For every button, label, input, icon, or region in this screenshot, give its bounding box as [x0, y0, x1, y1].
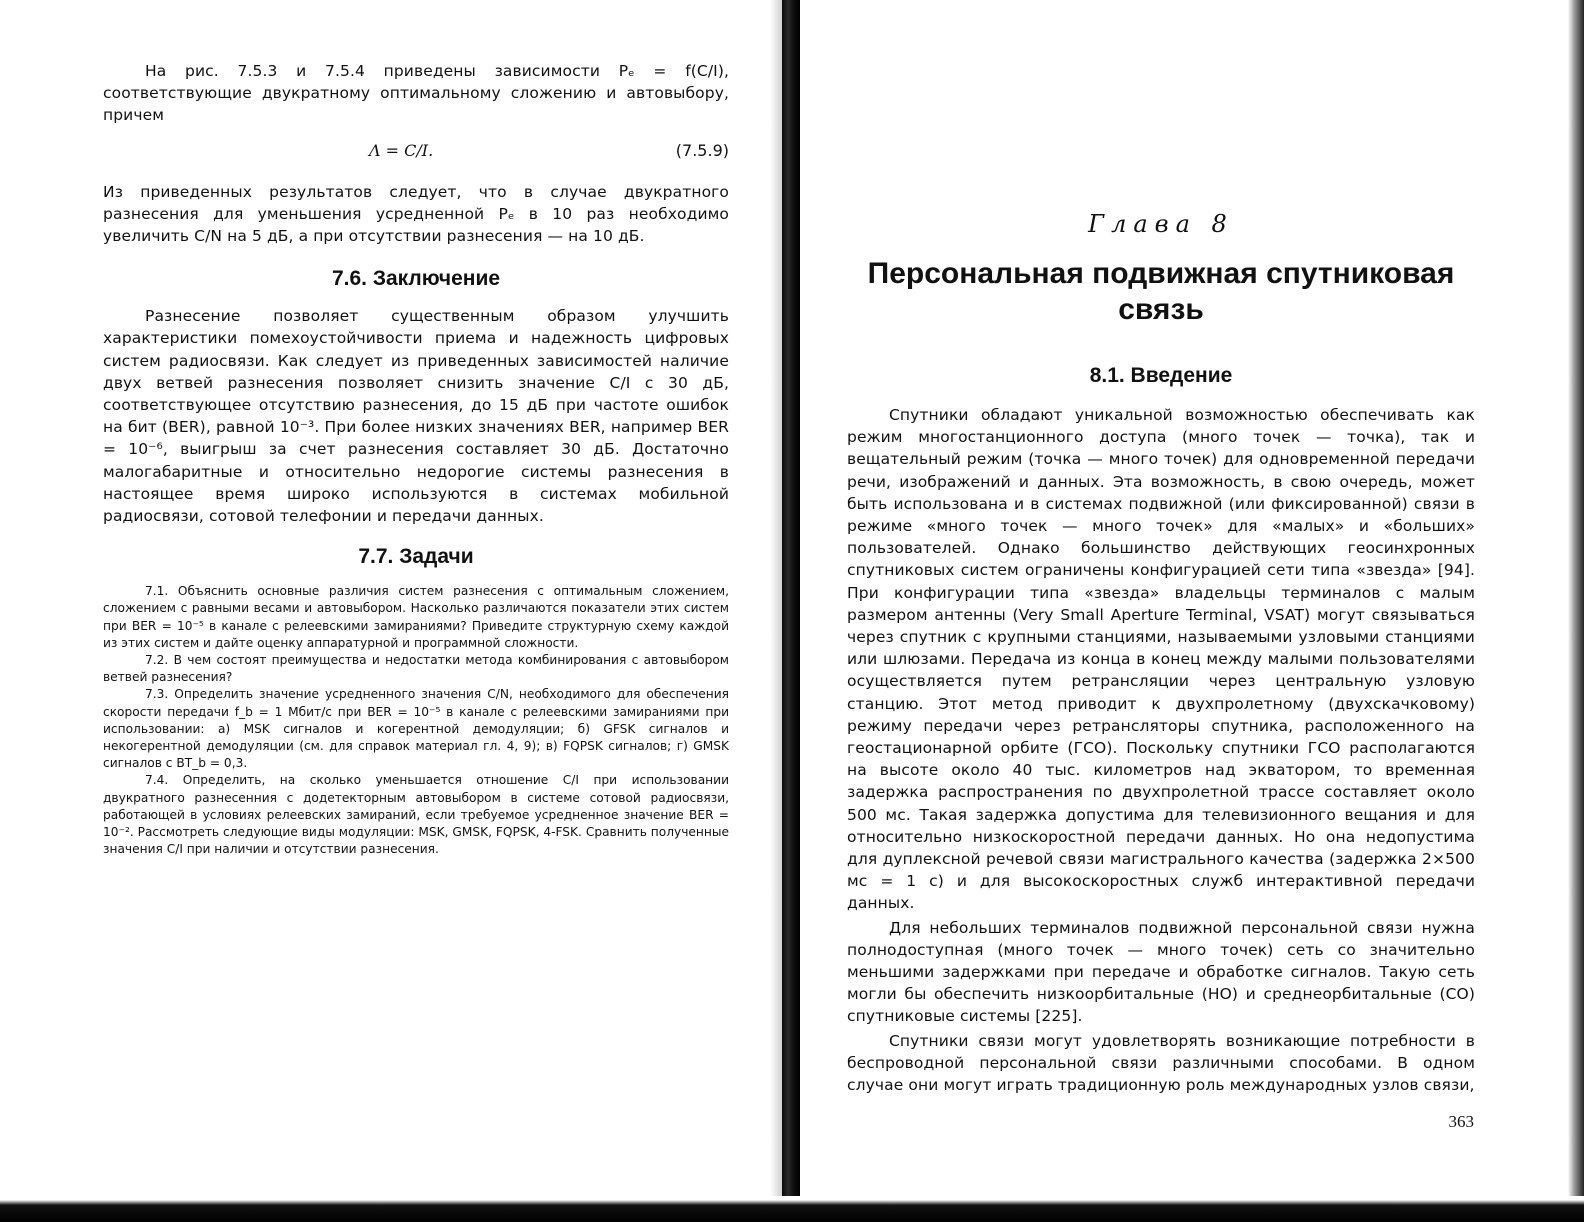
problem-item: 7.2. В чем состоят преимущества и недостатки метода комбинирования с автовыбором ветвей разнесения? — [103, 653, 729, 685]
page-number: 363 — [1448, 1112, 1474, 1131]
section-8-1-paragraph-3: Спутники связи могут удовлетворять возникающие потребности в беспроводной персональной связи различными способами. В одном случае они могут играть традиционную роль международных узлов связи, — [847, 1031, 1475, 1095]
problem-item: 7.4. Определить, на сколько уменьшается отношение C/I при использовании двукратного разнесенния с додетекторным автовыбором в системе сотовой радиосвязи, работающей в условиях релеевских замираний, если требуемое усредненное значение BER = 10⁻². Рассмотреть следующие виды модуляции: MSK, GMSK, FQPSK, 4-FSK. Сравнить полученные значения C/I при наличии и отсутствии разнесения. — [103, 773, 729, 857]
page-bottom-edge — [0, 1196, 1584, 1222]
right-page — [800, 0, 1584, 1222]
formula-number: (7.5.9) — [675, 140, 729, 160]
left-page — [0, 0, 782, 1222]
chapter-title: Персональная подвижная спутниковая связь — [867, 257, 1455, 326]
section-7-6-paragraph: Разнесение позволяет существенным образом улучшить характеристики помехоустойчивости приема и надежность цифровых систем радиосвязи. Как следует из приведенных зависимостей наличие двух ветвей разнесения позволяет снизить значение C/I с 30 дБ, соответствующее отсутствию разнесения, до 15 дБ при частоте ошибок на бит (BER), равной 10⁻³. При более низких значениях BER, например BER = 10⁻⁶, выигрыш за счет разнесения составляет 30 дБ. Достаточно малогабаритные и относительно недорогие системы разнесения в настоящее время широко используются в системах мобильной радиосвязи, сотовой телефонии и передачи данных. — [103, 307, 729, 526]
section-7-6-title: 7.6. Заключение — [331, 267, 501, 291]
formula-text: Λ = C/I. — [369, 140, 434, 160]
problem-list — [103, 583, 729, 858]
left-page-body — [103, 60, 729, 859]
section-7-7-title: 7.7. Задачи — [358, 545, 474, 569]
spine-shadow — [770, 0, 782, 1222]
section-8-1-paragraph-2: Для небольших терминалов подвижной персональной связи нужна полнодоступная (много точек — много точек) сеть со значительно меньшими задержками при передаче и обработке сигналов. Такую сеть могли бы обеспечить низкоорбитальные (НО) и среднеорбитальные (СО) спутниковые системы [225]. — [847, 918, 1475, 1026]
chapter-label: Глава 8 — [1088, 210, 1234, 238]
problem-item: 7.1. Объяснить основные различия систем разнесения с оптимальным сложением, сложением с равными весами и автовыбором. Насколько различаются показатели этих систем при BER = 10⁻⁵ в канале с релеевскими замираниями? Приведите структурную схему каждой из этих систем и дайте оценку аппаратурной и программной сложности. — [103, 584, 729, 650]
right-page-body — [847, 210, 1475, 1096]
intro-paragraph: На рис. 7.5.3 и 7.5.4 приведены зависимости Pₑ = f(C/I), соответствующие двукратному оптимальному сложению и автовыбору, причем — [103, 62, 729, 125]
section-8-1-paragraph-1: Спутники обладают уникальной возможностью обеспечивать как режим многостанционного доступа (много точек — точка), так и вещательный режим (точка — много точек) для одновременной передачи речи, изображений и данных. Эта возможность, в свою очередь, может быть использована и в системах подвижной (или фиксированной) связи в режиме «много точек — много точек» для «малых» и «больших» пользователей. Однако большинство действующих геосинхронных спутниковых систем ограничены конфигурацией сети типа «звезда» [94]. При конфигурации типа «звезда» владельцы терминалов с малым размером антенны (Very Small Aperture Terminal, VSAT) могут связываться через спутник с крупными станциями, называемыми узловыми станциями или шлюзами. Передача из конца в конец между малыми пользователями осуществляется путем ретрансляции через центральную узловую станцию. Этот метод приводит к двухпролетному (двухскачковому) режиму передачи через ретрансляторы спутника, расположенного на геостационарной орбите (ГСО). Поскольку спутники ГСО располагаются на высоте около 40 тыс. километров над экватором, то временная задержка распространения по двухпролетной трассе составляет около 500 мс. Такая задержка допустима для телевизионного вещания и для относительно низкоскоростной передачи данных. Но она недопустима для дуплексной речевой связи магистрального качества (задержка 2×500 мс = 1 с) и для высокоскоростных служб интерактивной передачи данных. — [847, 406, 1475, 913]
section-8-1-title: 8.1. Введение — [1089, 364, 1233, 387]
formula-7-5-9 — [103, 133, 729, 177]
page-right-edge — [1568, 0, 1584, 1222]
after-formula-paragraph: Из приведенных результатов следует, что в случае двукратного разнесения для уменьшения усредненной Pₑ в 10 раз необходимо увеличить C/N на 5 дБ, а при отсутствии разнесения — на 10 дБ. — [103, 182, 729, 246]
book-spine — [782, 0, 800, 1222]
problem-item: 7.3. Определить значение усредненного значения C/N, необходимого для обеспечения скорости передачи f_b = 1 Мбит/с при BER = 10⁻⁵ в канале с релеевскими замираниями при использовании: а) MSK сигналов и когерентной демодуляции; б) GFSK сигналов и некогерентной демодуляции (см. для справок материал гл. 4, 9); в) FQPSK сигналов; г) GMSK сигналов с BT_b = 0,3. — [103, 687, 729, 771]
